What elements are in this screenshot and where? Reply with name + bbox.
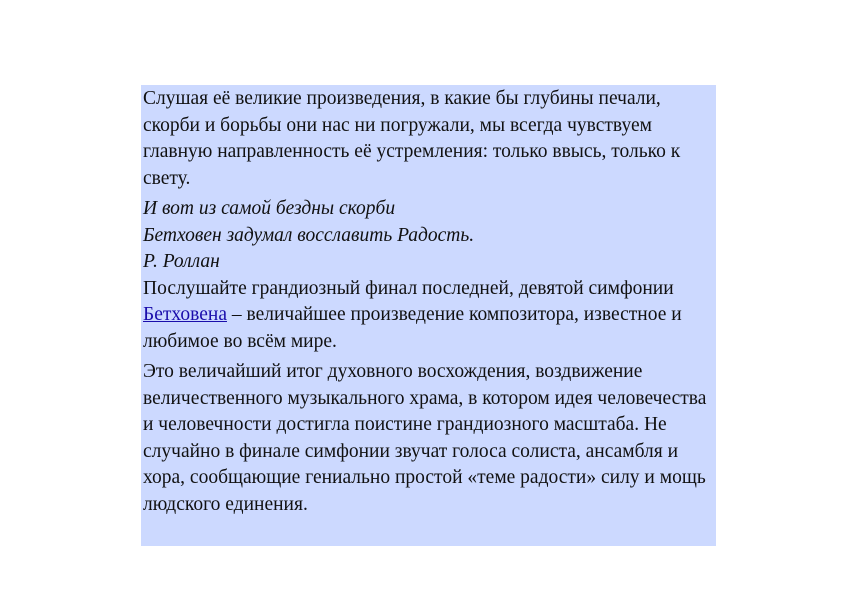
paragraph-finale — [143, 276, 714, 356]
paragraph-finale-text-before: Послушайте грандиозный финал последней, девятой симфонии — [143, 277, 674, 299]
paragraph-summary: Это величайший итог духовного восхождения, воздвижение величественного музыкального храма, в котором идея человечества и человечности достигла поистине грандиозного масштаба. Не случайно в финале симфонии звучат голоса солиста, ансамбля и хора, сообщающие гениально простой «теме радости» силу и мощь людского единения. — [143, 361, 707, 515]
quote-line-2: Бетховен задумал восславить Радость. — [143, 224, 475, 246]
paragraph-finale-text-after: – величайшее произведение композитора, известное и любимое во всём мире. — [143, 304, 682, 352]
text-box — [141, 85, 716, 546]
quote-line-1: И вот из самой бездны скорби — [143, 198, 396, 219]
paragraph-intro: Слушая её великие произведения, в какие бы глубины печали, скорби и борьбы они нас ни погружали, мы всегда чувствуем главную направленность её устремления: только ввысь, только к свету. — [143, 88, 681, 189]
quote-author: Р. Роллан — [143, 251, 220, 272]
beethoven-link[interactable]: Бетховена — [143, 304, 227, 325]
